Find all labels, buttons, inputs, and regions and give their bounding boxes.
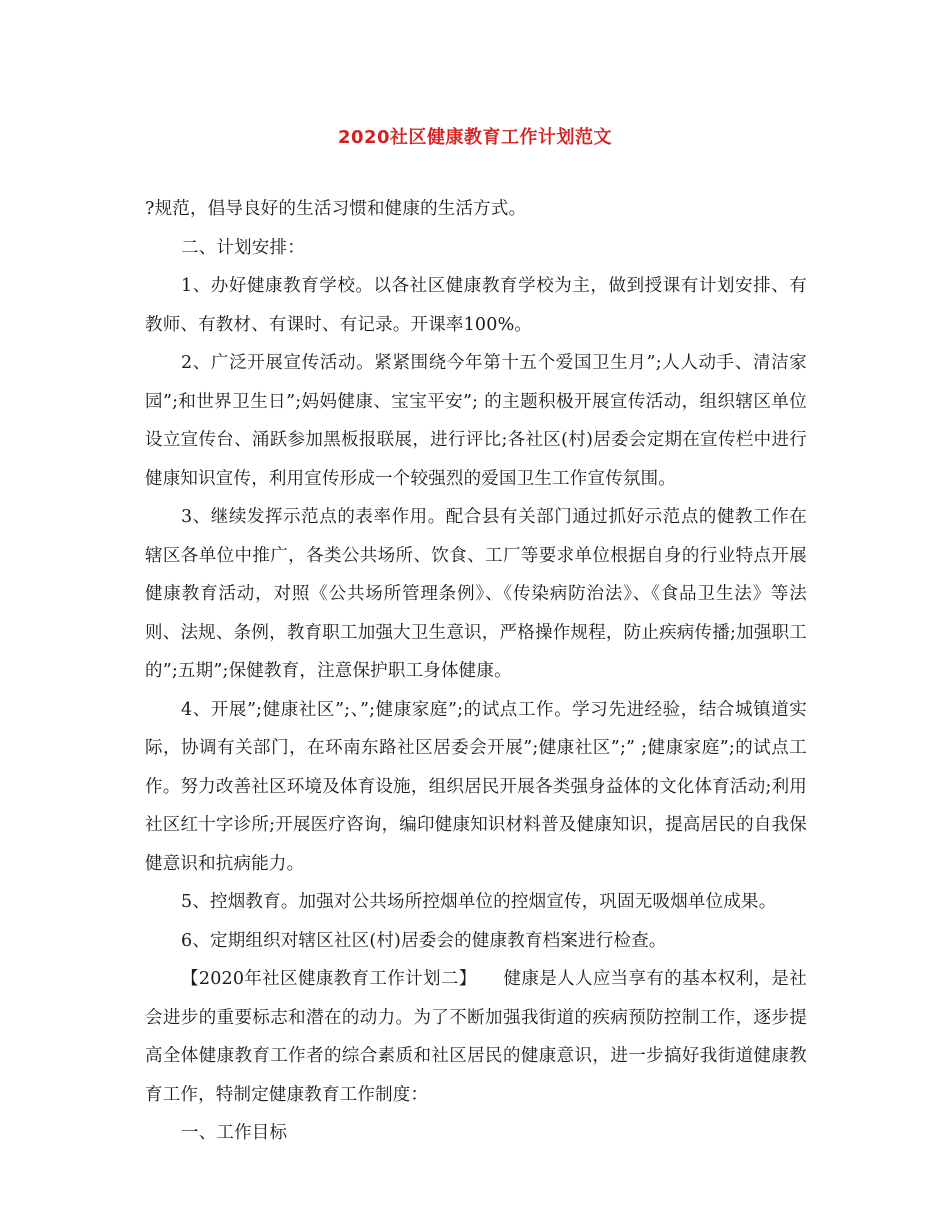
paragraph-item-5: 5、控烟教育。加强对公共场所控烟单位的控烟宣传，巩固无吸烟单位成果。 <box>181 892 777 912</box>
paragraph-section-heading-goals: 一、工作目标 <box>181 1123 288 1143</box>
document-body <box>145 190 807 1153</box>
paragraph-plan-two: 【2020年社区健康教育工作计划二】 健康是人人应当享有的基本权利，是社会进步的重要标志和潜在的动力。为了不断加强我街道的疾病预防控制工作，逐步提高全体健康教育工作者的综合素质和社区居民的健康意识，进一步搞好我街道健康教育工作，特制定健康教育工作制度： <box>145 969 807 1105</box>
paragraph-item-1: 1、办好健康教育学校。以各社区健康教育学校为主，做到授课有计划安排、有教师、有教材、有课时、有记录。开课率100%。 <box>145 276 807 335</box>
paragraph-intro: ?规范，倡导良好的生活习惯和健康的生活方式。 <box>145 199 527 219</box>
paragraph-item-6: 6、定期组织对辖区社区(村)居委会的健康教育档案进行检查。 <box>181 930 667 951</box>
document-title: 2020社区健康教育工作计划范文 <box>337 127 613 148</box>
paragraph-item-4: 4、开展”;健康社区”;、”;健康家庭”;的试点工作。学习先进经验，结合城镇道实际，协调有关部门，在环南东路社区居委会开展”;健康社区”;” ;健康家庭”;的试点工作。努力改善社区环境及体育设施，组织居民开展各类强身益体的文化体育活动;利用社区红十字诊所;开展医疗咨询，编印健康知识材料普及健康知识，提高居民的自我保健意识和抗病能力。 <box>145 699 807 874</box>
paragraph-section-heading-plan: 二、计划安排： <box>181 237 305 258</box>
paragraph-item-3: 3、继续发挥示范点的表率作用。配合县有关部门通过抓好示范点的健教工作在辖区各单位中推广，各类公共场所、饮食、工厂等要求单位根据自身的行业特点开展健康教育活动，对照《公共场所管理条例》、《传染病防治法》、《食品卫生法》等法则、法规、条例，教育职工加强大卫生意识，严格操作规程，防止疾病传播;加强职工的”;五期”;保健教育，注意保护职工身体健康。 <box>145 507 807 681</box>
paragraph-item-2: 2、广泛开展宣传活动。紧紧围绕今年第十五个爱国卫生月”;人人动手、清洁家园”;和世界卫生日”;妈妈健康、宝宝平安”; 的主题积极开展宣传活动，组织辖区单位设立宣传台、涌跃参加黑板报联展，进行评比;各社区(村)居委会定期在宣传栏中进行健康知识宣传，利用宣传形成一个较强烈的爱国卫生工作宣传氛围。 <box>145 353 807 489</box>
